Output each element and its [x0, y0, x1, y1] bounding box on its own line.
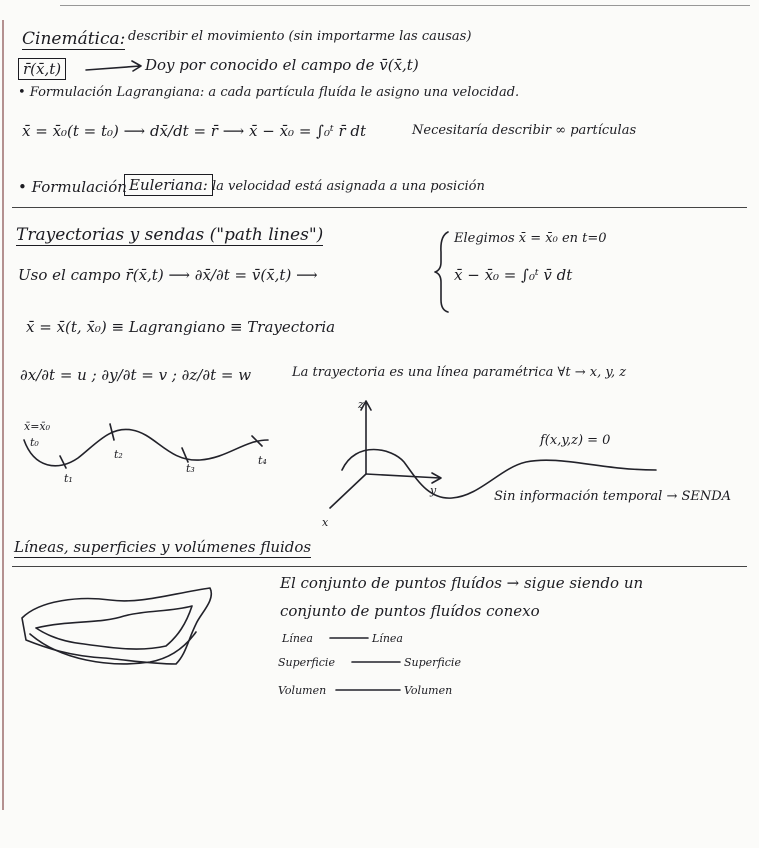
eulerian-description: la velocidad está asignada a una posición — [212, 179, 485, 194]
lagrangian-equation: x̄ = x̄₀(t = t₀) ⟶ dx̄/dt = r̄ ⟶ x̄ − x̄₀ = ∫₀ᵗ r̄ dt — [22, 122, 367, 140]
brace-line-2: x̄ − x̄₀ = ∫₀ᵗ v̄ dt — [454, 266, 573, 284]
heading-cinematica: Cinemática: — [22, 29, 126, 49]
row-linea-left: Línea — [282, 632, 313, 645]
axis-x — [330, 474, 366, 508]
conjunto-line-1: El conjunto de puntos fluídos → sigue siendo un — [280, 574, 644, 592]
lagrangian-formulation: • Formulación Lagrangiana: a cada partícula fluída le asigno una velocidad. — [18, 85, 520, 100]
row-linea-right: Línea — [372, 632, 403, 645]
trajectory-wave — [24, 429, 268, 465]
implicit-function-label: f(x,y,z) = 0 — [540, 433, 611, 448]
label-x0: x̄=x̄₀ — [24, 420, 51, 433]
senda-note: Sin información temporal → SENDA — [494, 489, 732, 504]
eulerian-prefix: • Formulación — [18, 178, 127, 196]
velocity-components: ∂x/∂t = u ; ∂y/∂t = v ; ∂z/∂t = w — [20, 366, 252, 384]
label-t1: t₁ — [64, 472, 73, 485]
row-volumen-right: Volumen — [404, 684, 453, 697]
axis-x-label: x — [322, 516, 329, 529]
curly-brace — [435, 232, 448, 312]
row-volumen-left: Volumen — [278, 684, 327, 697]
label-t3: t₃ — [186, 462, 195, 475]
conjunto-line-2: conjunto de puntos fluídos conexo — [280, 602, 540, 620]
cinematica-description: describir el movimiento (sin importarme las causas) — [128, 29, 472, 44]
label-t4: t₄ — [258, 454, 267, 467]
row-superficie-right: Superficie — [404, 656, 461, 669]
position-vector-box: r̄(x̄,t) — [18, 58, 66, 80]
uso-campo-equation: Uso el campo r̄(x̄,t) ⟶ ∂x̄/∂t = v̄(x̄,t) ⟶ — [18, 266, 318, 284]
axis-z-label: z — [358, 398, 364, 411]
known-field-arrow — [86, 61, 141, 71]
parametric-line-text: La trayectoria es una línea paramétrica ∀t → x, y, z — [292, 365, 627, 380]
brace-line-1: Elegimos x̄ = x̄₀ en t=0 — [454, 231, 607, 246]
trajectory-definition: x̄ = x̄(t, x̄₀) ≡ Lagrangiano ≡ Trayectoria — [26, 318, 336, 336]
label-t2: t₂ — [114, 448, 123, 461]
known-field-text: Doy por conocido el campo de v̄(x̄,t) — [145, 56, 419, 74]
lagrangian-note: Necesitaría describir ∞ partículas — [412, 123, 637, 138]
heading-lineas-fluidas: Líneas, superficies y volúmenes fluidos — [14, 538, 312, 556]
eulerian-box: Euleriana: — [124, 174, 213, 196]
label-t0: t₀ — [30, 436, 39, 449]
tick-t3 — [182, 448, 188, 462]
row-superficie-left: Superficie — [278, 656, 335, 669]
fluid-region-inner — [36, 606, 192, 649]
axis-y — [366, 474, 440, 478]
heading-trayectorias: Trayectorias y sendas ("path lines") — [16, 225, 324, 245]
axis-y-label: y — [430, 484, 437, 497]
senda-curve — [342, 450, 656, 499]
